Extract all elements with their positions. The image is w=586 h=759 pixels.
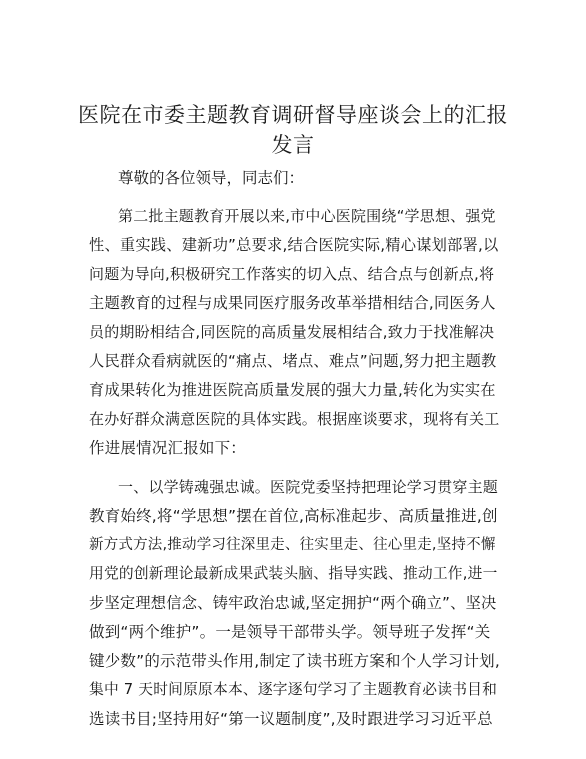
paragraph-2-line: 键少数”的示范带头作用,制定了读书班方案和个人学习计划,: [89, 652, 500, 670]
paragraph-2-line: 做到“两个维护”。一是领导干部带头学。领导班子发挥“关: [89, 623, 491, 641]
paragraph-1-line: 育成果转化为推进医院高质量发展的强大力量,转化为实实在: [89, 381, 496, 399]
paragraph-2-line: 集中 7 天时间原原本本、逐字逐句学习了主题教育必读书目和: [89, 681, 498, 698]
paragraph-2-line: 教育始终,将“学思想”摆在首位,高标准起步、高质量推进,创: [89, 507, 498, 525]
paragraph-1-line: 员的期盼相结合,同医院的高质量发展相结合,致力于找准解决: [89, 323, 495, 341]
paragraph-2-line: 步坚定理想信念、铸牢政治忠诚,坚定拥护“两个确立”、坚决: [89, 594, 497, 612]
paragraph-2-line: 选读书目;坚持用好“第一议题制度”,及时跟进学习习近平总: [89, 710, 493, 728]
greeting: 尊敬的各位领导，同志们：: [118, 169, 305, 187]
paragraph-1-line: 主题教育的过程与成果同医疗服务改革举措相结合,同医务人: [89, 294, 496, 312]
paragraph-2-line: 新方式方法,推动学习往深里走、往实里走、往心里走,坚持不懈: [89, 537, 496, 553]
title-line-2: 发言: [271, 133, 315, 157]
paragraph-1-line: 人民群众看病就医的“痛点、堵点、难点”问题,努力把主题教: [89, 352, 497, 370]
paragraph-1-line: 性、重实践、建新功”总要求,结合医院实际,精心谋划部署,以: [89, 236, 499, 254]
paragraph-1-line: 作进展情况汇报如下：: [89, 439, 247, 457]
paragraph-1-line: 在办好群众满意医院的具体实践。根据座谈要求，现将有关工: [89, 410, 500, 428]
paragraph-2-line: 一、以学铸魂强忠诚。医院党委坚持把理论学习贯穿主题: [118, 478, 499, 496]
paragraph-1-line: 第二批主题教育开展以来,市中心医院围绕“学思想、强党: [118, 207, 496, 225]
paragraph-1-line: 问题为导向,积极研究工作落实的切入点、结合点与创新点,将: [89, 265, 495, 283]
title-line-1: 医院在市委主题教育调研督导座谈会上的汇报: [78, 103, 508, 127]
paragraph-2-line: 用党的创新理论最新成果武装头脑、指导实践、推动工作,进一: [89, 565, 498, 582]
document-title: [70, 100, 516, 160]
